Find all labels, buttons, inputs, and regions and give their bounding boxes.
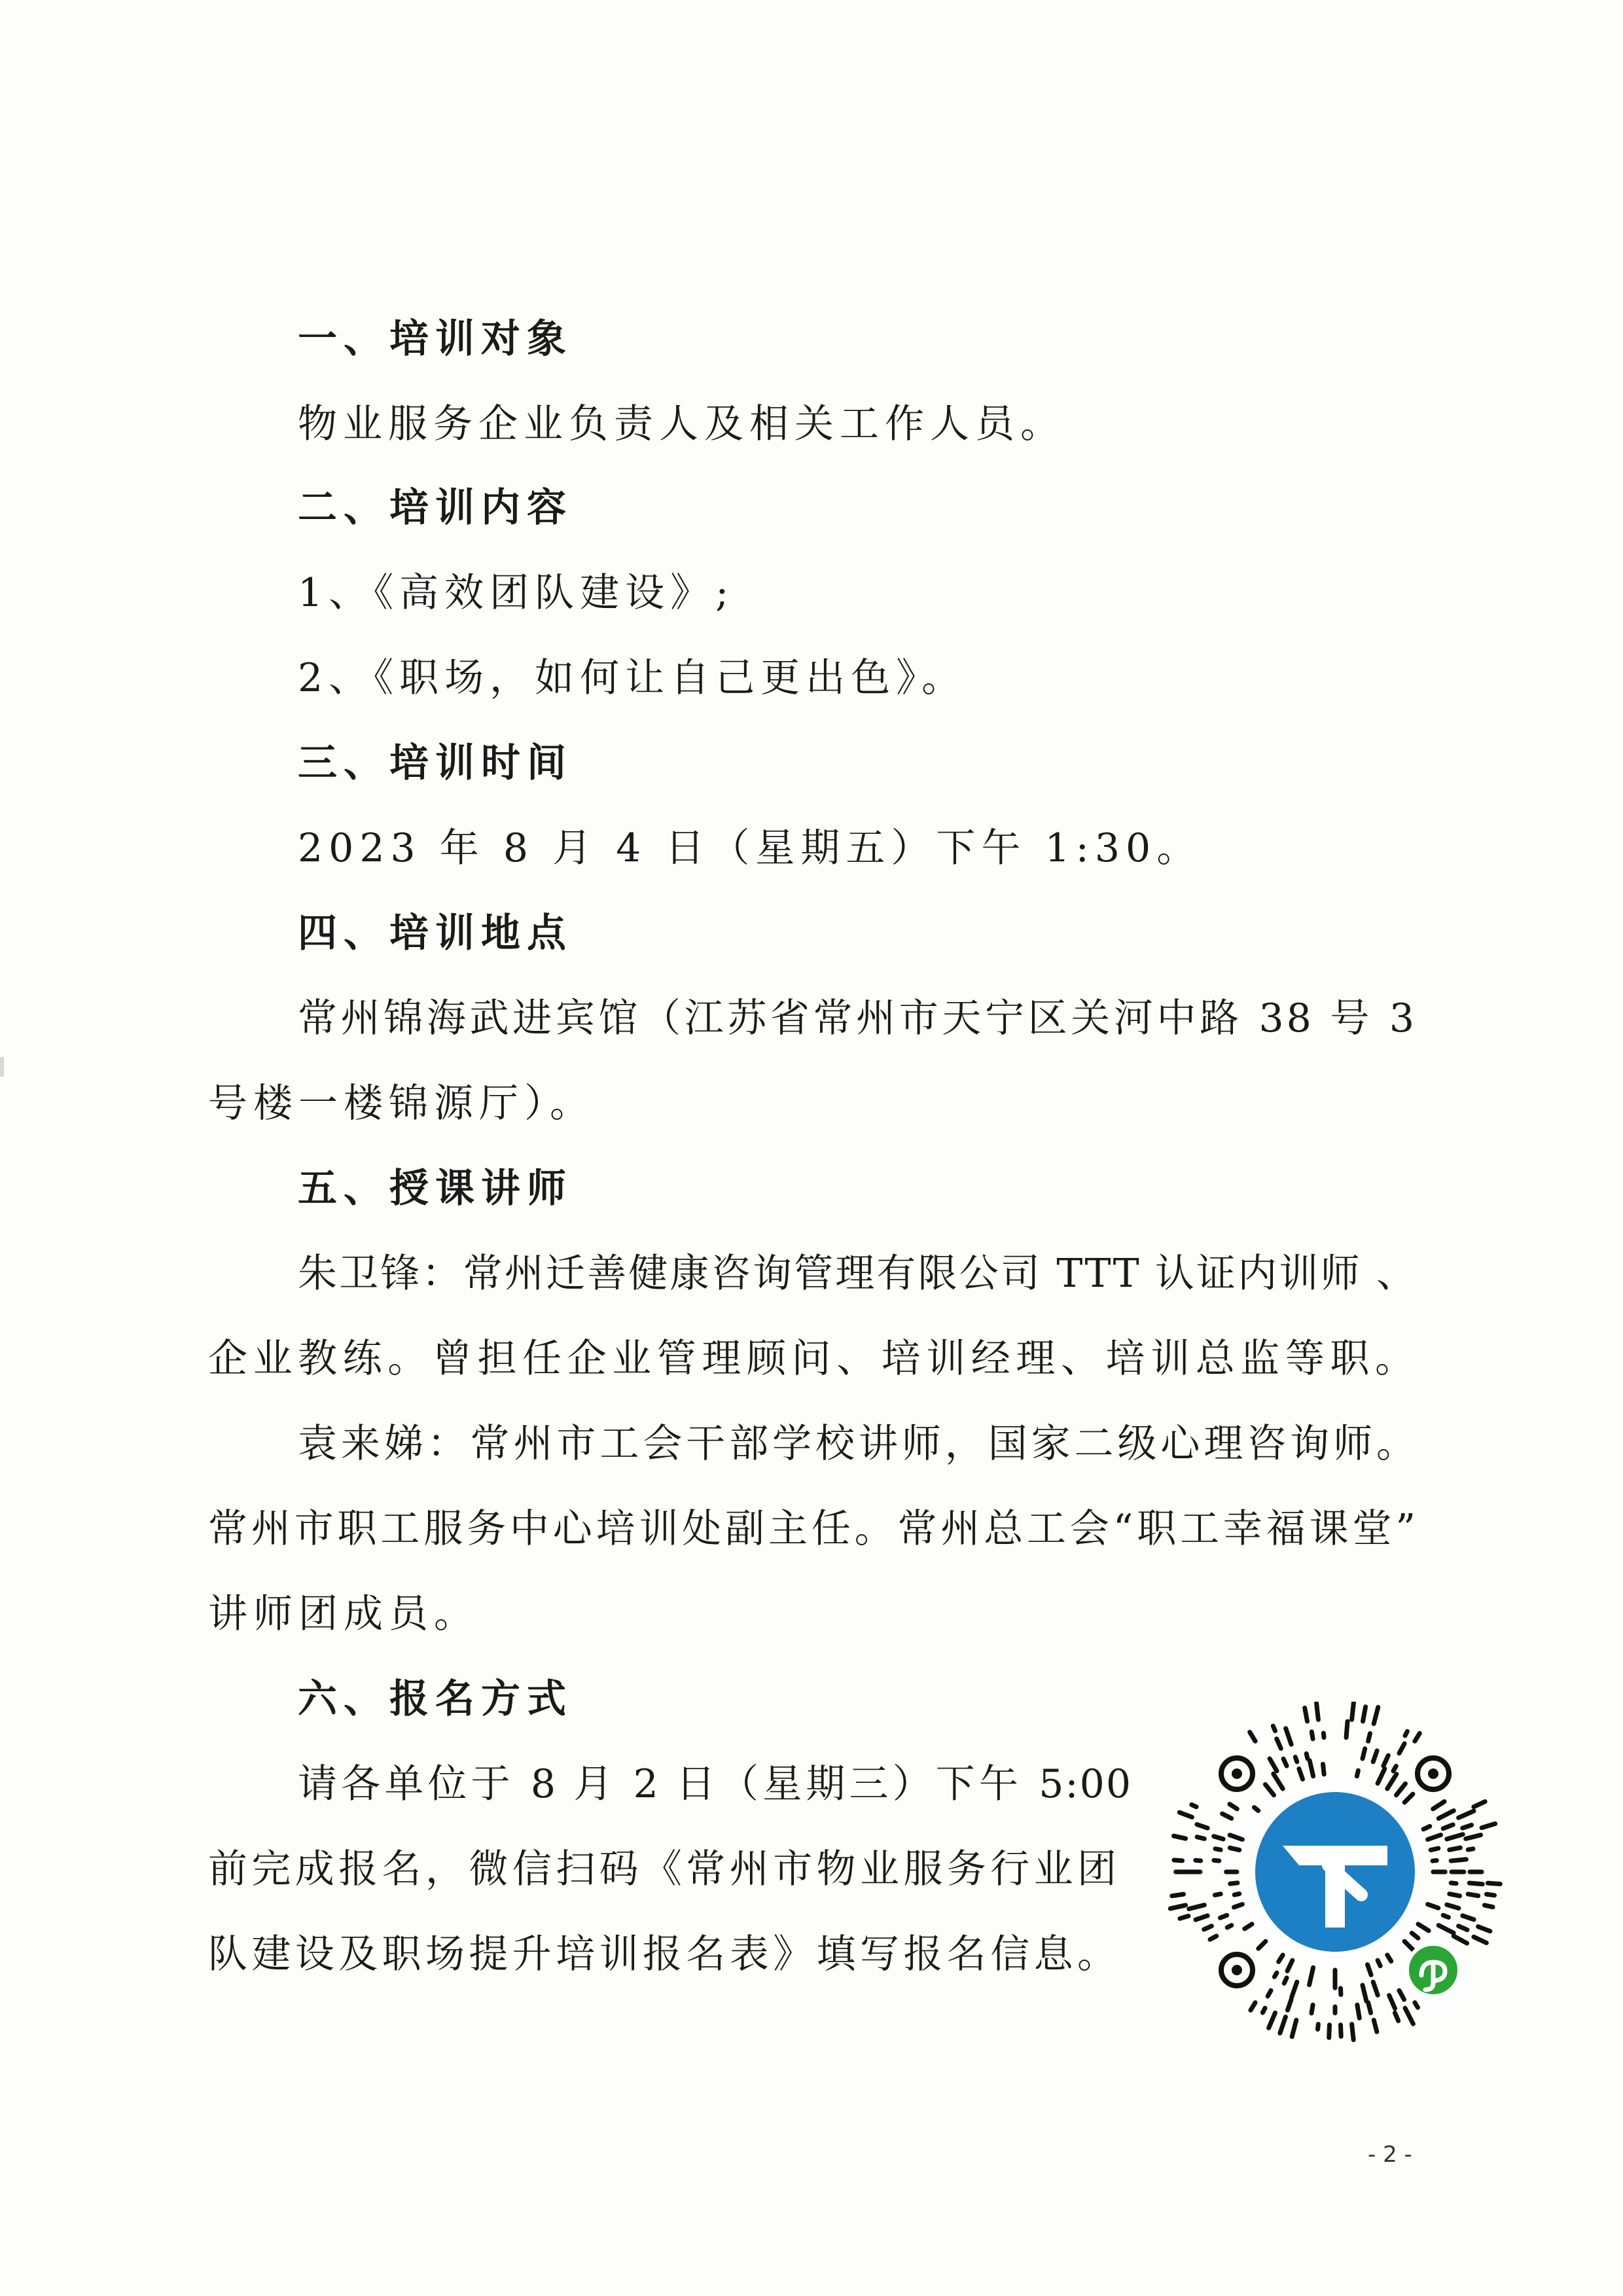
- code-ray: [1230, 1883, 1238, 1884]
- code-ray: [1352, 1702, 1354, 1719]
- code-ray: [1174, 1860, 1183, 1861]
- code-ray: [1227, 1926, 1232, 1928]
- code-ray: [1292, 1982, 1297, 1997]
- code-ray: [1418, 1924, 1429, 1931]
- code-ray: [1404, 1941, 1414, 1950]
- code-ray: [1317, 1703, 1319, 1719]
- registration-line-3: 队建设及职场提升培训报名表》填写报名信息。: [208, 1931, 1118, 1977]
- code-ray: [1368, 1965, 1372, 1975]
- code-ray: [1363, 1985, 1366, 2001]
- code-ray: [1279, 1955, 1283, 1962]
- code-ray: [1395, 2013, 1399, 2020]
- code-ray: [1488, 1883, 1500, 1884]
- instructor-2-line-1: 袁来娣：常州市工会干部学校讲师，国家二级心理咨询师。: [298, 1421, 1417, 1467]
- code-ray: [1280, 2017, 1286, 2034]
- code-ray: [1262, 2008, 1265, 2013]
- code-ray: [1378, 1768, 1385, 1784]
- code-ray: [1230, 1804, 1237, 1809]
- code-ray: [1433, 1802, 1444, 1809]
- code-ray: [1172, 1894, 1184, 1896]
- code-ray: [1368, 2003, 1371, 2013]
- training-location-line-2: 号楼一楼锦源厅）。: [208, 1081, 595, 1126]
- code-ray: [1214, 1860, 1219, 1861]
- code-ray: [1310, 1761, 1313, 1776]
- code-ray: [1431, 1848, 1438, 1850]
- code-ray: [1387, 1774, 1397, 1789]
- code-ray: [1197, 1825, 1207, 1829]
- code-ray: [1469, 1883, 1482, 1884]
- code-ray: [1210, 1936, 1217, 1939]
- code-ray: [1329, 2025, 1330, 2038]
- code-ray: [1299, 1769, 1303, 1780]
- code-ray: [1222, 1814, 1232, 1818]
- code-ray: [1428, 1905, 1438, 1909]
- instructor-2-line-2: 常州市职工服务中心培训处副主任。常州总工会“职工幸福课堂”: [208, 1506, 1416, 1552]
- code-ray: [1306, 1753, 1308, 1759]
- code-ray: [1454, 1936, 1467, 1943]
- code-ray: [1179, 1812, 1192, 1817]
- code-ray: [1230, 1835, 1242, 1840]
- code-ray: [1284, 1978, 1287, 1983]
- corner-finder-top-right: [1418, 1758, 1449, 1789]
- code-ray: [1463, 1916, 1474, 1920]
- instructor-2-line-3: 讲师团成员。: [208, 1591, 479, 1637]
- code-ray: [1459, 1926, 1467, 1930]
- code-ray: [1412, 1933, 1418, 1939]
- code-ray: [1204, 1926, 1212, 1929]
- code-ray: [1404, 1794, 1413, 1803]
- code-ray: [1245, 1924, 1252, 1929]
- code-ray: [1305, 1708, 1308, 1721]
- training-location-line-1: 常州锦海武进宾馆（江苏省常州市天宁区关河中路 38 号 3: [298, 996, 1417, 1041]
- code-ray: [1295, 1757, 1297, 1762]
- code-ray: [1215, 1894, 1221, 1895]
- code-ray: [1270, 1759, 1277, 1771]
- code-ray: [1451, 1859, 1466, 1861]
- code-ray: [1474, 1937, 1487, 1943]
- code-ray: [1323, 1764, 1325, 1774]
- corner-finder-bottom-left: [1221, 1954, 1253, 1986]
- code-ray: [1341, 2025, 1342, 2037]
- code-ray: [1459, 1811, 1474, 1818]
- code-ray: [1397, 1784, 1406, 1795]
- code-ray: [1474, 1802, 1485, 1807]
- code-ray: [1310, 1967, 1313, 1984]
- code-ray: [1318, 2024, 1319, 2030]
- code-ray: [1447, 1905, 1459, 1908]
- training-time-text: 2023 年 8 月 4 日（星期五）下午 1:30。: [298, 825, 1202, 871]
- code-ray: [1374, 1707, 1378, 1723]
- code-ray: [1363, 1749, 1365, 1759]
- section-heading-training-target: 一、培训对象: [298, 316, 573, 362]
- code-ray: [1482, 1823, 1495, 1827]
- code-ray: [1287, 1960, 1293, 1971]
- code-ray: [1277, 1739, 1281, 1749]
- training-target-text: 物业服务企业负责人及相关工作人员。: [298, 401, 1065, 447]
- code-ray: [1180, 1916, 1188, 1918]
- registration-line-1: 请各单位于 8 月 2 日（星期三）下午 5:00: [298, 1761, 1132, 1807]
- code-ray: [1463, 1825, 1472, 1828]
- code-ray: [1196, 1860, 1201, 1861]
- wechat-mini-program-code-icon[interactable]: [1165, 1702, 1505, 2042]
- code-ray: [1357, 2005, 1359, 2018]
- registration-line-2: 前完成报名，微信扫码《常州市物业服务行业团: [208, 1846, 1118, 1892]
- code-ray: [1373, 1751, 1377, 1762]
- code-ray: [1273, 1726, 1275, 1731]
- instructor-1-line-2: 企业教练。曾担任企业管理顾问、培训经理、培训总监等职。: [208, 1336, 1416, 1382]
- code-ray: [1215, 1849, 1221, 1850]
- code-ray: [1487, 1894, 1495, 1895]
- code-ray: [1478, 1927, 1490, 1931]
- code-ray: [1274, 1774, 1283, 1789]
- code-ray: [1373, 1982, 1378, 1995]
- code-ray: [1363, 1707, 1366, 1721]
- code-ray: [1450, 1848, 1461, 1850]
- code-ray: [1428, 1835, 1441, 1840]
- code-ray: [1174, 1836, 1186, 1839]
- section-heading-training-location: 四、培训地点: [298, 910, 573, 956]
- scan-edge-mark: [0, 1057, 4, 1077]
- code-ray: [1255, 1808, 1258, 1811]
- training-content-item-2: 2、《职场，如何让自己更出色》。: [298, 655, 967, 701]
- code-ray: [1274, 1973, 1277, 1977]
- code-ray: [1383, 1755, 1388, 1766]
- code-ray: [1196, 1916, 1207, 1920]
- code-ray: [1405, 1731, 1407, 1736]
- code-ray: [1443, 1825, 1453, 1829]
- code-ray: [1399, 1744, 1404, 1753]
- code-ray: [1357, 1770, 1358, 1776]
- code-ray: [1346, 1721, 1347, 1738]
- code-ray: [1368, 1734, 1370, 1742]
- code-ray: [1189, 1905, 1205, 1909]
- code-ray: [1352, 2024, 1354, 2040]
- code-ray: [1393, 1766, 1396, 1770]
- instructor-1-line-1: 朱卫锋：常州迁善健康咨询管理有限公司 TTT 认证内训师 、: [298, 1251, 1417, 1297]
- code-ray: [1438, 1926, 1454, 1933]
- code-ray: [1286, 1729, 1291, 1744]
- code-ray: [1311, 1732, 1313, 1739]
- code-ray: [1323, 1733, 1324, 1738]
- code-ray: [1468, 1894, 1478, 1896]
- code-ray: [1221, 1915, 1227, 1918]
- code-ray: [1170, 1905, 1185, 1909]
- code-ray: [1438, 1811, 1454, 1819]
- code-ray: [1374, 2020, 1377, 2032]
- code-ray: [1447, 1835, 1463, 1839]
- code-ray: [1288, 2000, 1292, 2010]
- code-ray: [1484, 1905, 1493, 1907]
- code-ray: [1251, 2003, 1255, 2011]
- page-number: - 2 -: [1368, 2142, 1412, 2168]
- code-ray: [1468, 1849, 1473, 1850]
- code-ray: [1466, 1835, 1481, 1839]
- code-ray: [1423, 1826, 1430, 1829]
- code-ray: [1214, 1837, 1224, 1839]
- code-ray: [1197, 1837, 1204, 1839]
- code-ray: [1265, 1784, 1274, 1795]
- code-ray: [1192, 1804, 1196, 1806]
- code-ray: [1234, 1905, 1243, 1908]
- code-ray: [1450, 1894, 1460, 1896]
- code-ray: [1443, 1915, 1448, 1917]
- corner-finder-top-left: [1221, 1758, 1253, 1789]
- training-content-item-1: 1、《高效团队建设》;: [298, 570, 735, 616]
- code-ray: [1415, 2003, 1418, 2008]
- code-ray: [1387, 1955, 1391, 1962]
- code-ray: [1283, 1759, 1287, 1766]
- code-ray: [1269, 2013, 1275, 2028]
- code-ray: [1451, 1883, 1456, 1884]
- section-heading-registration: 六、报名方式: [298, 1676, 573, 1722]
- code-ray: [1230, 1848, 1240, 1850]
- code-ray: [1378, 1960, 1380, 1966]
- code-ray: [1311, 2005, 1313, 2013]
- section-heading-training-content: 二、培训内容: [298, 485, 573, 531]
- code-ray: [1415, 1733, 1419, 1741]
- section-heading-instructors: 五、授课讲师: [298, 1166, 573, 1211]
- code-ray: [1292, 2020, 1296, 2036]
- code-ray: [1250, 1732, 1255, 1742]
- code-ray: [1268, 1990, 1271, 1996]
- code-ray: [1258, 1941, 1266, 1948]
- code-ray: [1405, 2008, 1413, 2024]
- code-ray: [1399, 1990, 1404, 2000]
- section-heading-training-time: 三、培训时间: [298, 740, 573, 786]
- code-ray: [1389, 1996, 1395, 2009]
- code-ray: [1234, 1893, 1240, 1895]
